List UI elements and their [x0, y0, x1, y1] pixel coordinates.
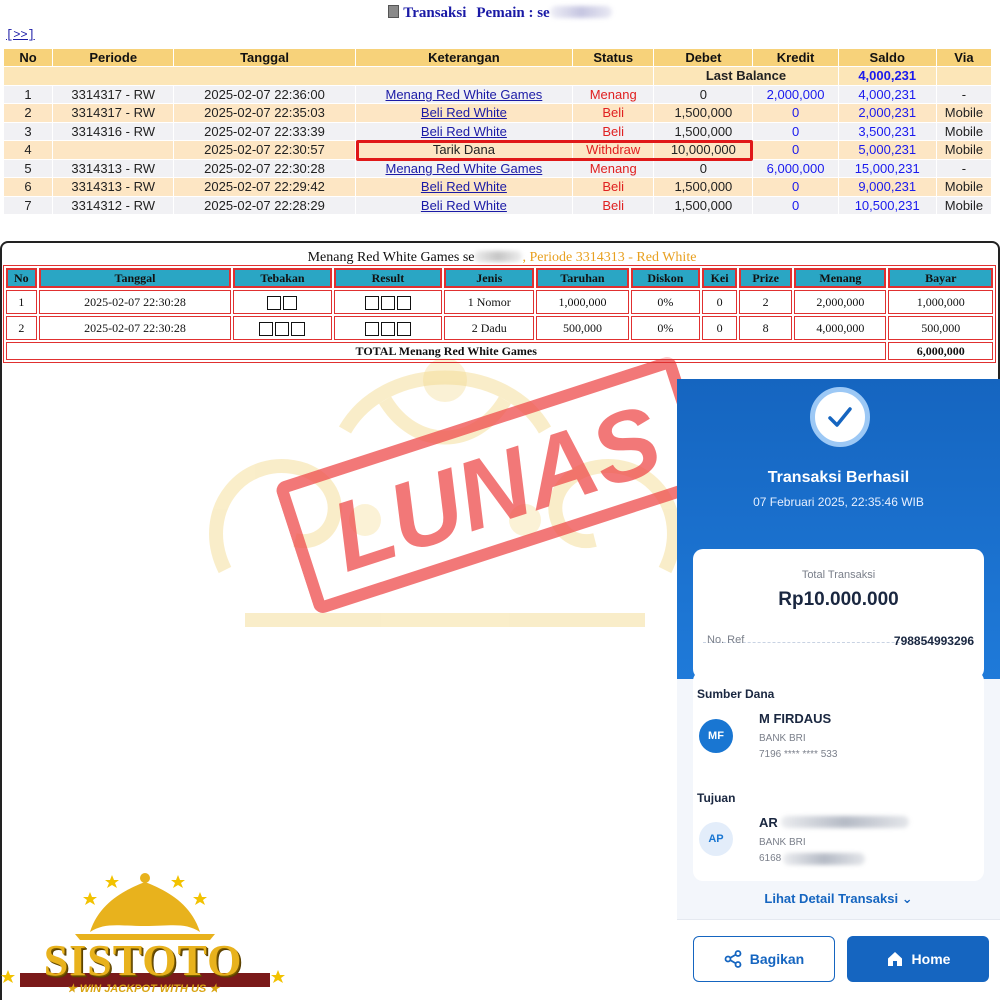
cell-status: Beli [573, 178, 653, 196]
bet-cell-jenis: 2 Dadu [444, 316, 534, 340]
bet-cell-result [334, 316, 443, 340]
bet-cell-menang: 4,000,000 [794, 316, 886, 340]
dice-box-icon [267, 296, 281, 310]
detail-periode: , Periode 3314313 - Red White [522, 250, 697, 265]
bet-cell-jenis: 1 Nomor [444, 290, 534, 314]
page-title [0, 5, 1000, 22]
source-label: Sumber Dana [697, 687, 775, 701]
cell-tanggal: 2025-02-07 22:30:28 [174, 160, 354, 178]
dice-box-icon [365, 296, 379, 310]
last-balance-label: Last Balance [654, 67, 837, 85]
receipt-datetime: 07 Februari 2025, 22:35:46 WIB [753, 495, 924, 509]
last-balance-value: 4,000,231 [839, 67, 936, 85]
col-debet: Debet [654, 49, 752, 66]
cell-status: Withdraw [573, 141, 653, 159]
transaction-row [4, 160, 991, 178]
cell-via: - [937, 86, 991, 104]
cell-kredit: 0 [753, 123, 837, 141]
cell-saldo: 3,500,231 [839, 123, 936, 141]
dice-box-icon [397, 296, 411, 310]
cell-no: 2 [4, 104, 52, 122]
cell-debet: 1,500,000 [654, 178, 752, 196]
page-title-text: Transaksi [403, 5, 467, 21]
last-balance-row [4, 67, 991, 85]
cell-periode: 3314313 - RW [53, 178, 173, 196]
bet-cell-taruhan: 500,000 [536, 316, 628, 340]
cell-status: Beli [573, 123, 653, 141]
destination-name: AR [759, 815, 778, 830]
cell-saldo: 15,000,231 [839, 160, 936, 178]
cell-no: 1 [4, 86, 52, 104]
source-bank: BANK BRI [759, 733, 806, 744]
bet-col-taruhan: Taruhan [536, 268, 628, 288]
dice-box-icon [381, 322, 395, 336]
total-label: Total Transaksi [801, 569, 876, 581]
cell-debet: 1,500,000 [654, 104, 752, 122]
cell-kredit: 0 [753, 178, 837, 196]
share-button[interactable] [693, 936, 835, 982]
cell-tanggal: 2025-02-07 22:36:00 [174, 86, 354, 104]
cell-debet: 1,500,000 [654, 123, 752, 141]
transaction-header-row [4, 49, 991, 66]
dice-box-icon [291, 322, 305, 336]
success-check-icon [810, 387, 870, 447]
cell-keterangan[interactable]: Beli Red White [356, 178, 572, 196]
destination-account: 6168 [759, 853, 782, 864]
cell-periode: 3314312 - RW [53, 197, 173, 215]
bet-col-tebakan: Tebakan [233, 268, 331, 288]
bet-total-label: TOTAL Menang Red White Games [6, 342, 886, 360]
cell-no: 4 [4, 141, 52, 159]
cell-keterangan[interactable]: Beli Red White [356, 123, 572, 141]
cell-saldo: 2,000,231 [839, 104, 936, 122]
cell-status: Menang [573, 160, 653, 178]
cell-via: - [937, 160, 991, 178]
col-keterangan: Keterangan [356, 49, 572, 66]
cell-saldo: 5,000,231 [839, 141, 936, 159]
bet-col-kei: Kei [702, 268, 737, 288]
bet-cell-tebakan [233, 316, 331, 340]
cell-debet: 1,500,000 [654, 197, 752, 215]
cell-via: Mobile [937, 197, 991, 215]
bet-cell-taruhan: 1,000,000 [536, 290, 628, 314]
detail-title-text: Menang Red White Games se [307, 250, 475, 265]
cell-debet: 0 [654, 160, 752, 178]
bet-cell-diskon: 0% [631, 316, 701, 340]
cell-kredit: 0 [753, 104, 837, 122]
source-account: 7196 **** **** 533 [759, 749, 838, 760]
bet-col-diskon: Diskon [631, 268, 701, 288]
dice-box-icon [365, 322, 379, 336]
cell-status: Menang [573, 86, 653, 104]
dice-box-icon [381, 296, 395, 310]
bet-col-menang: Menang [794, 268, 886, 288]
cell-periode: 3314316 - RW [53, 123, 173, 141]
col-kredit: Kredit [753, 49, 837, 66]
receipt-title: Transaksi Berhasil [767, 469, 910, 486]
cell-debet: 0 [654, 86, 752, 104]
cell-no: 5 [4, 160, 52, 178]
detail-title [2, 250, 1000, 266]
blurred-destination-account [783, 853, 865, 865]
share-icon [724, 950, 742, 968]
bet-cell-kei: 0 [702, 290, 737, 314]
dice-box-icon [275, 322, 289, 336]
bet-row [6, 290, 993, 314]
bet-detail-table [3, 265, 996, 363]
destination-bank: BANK BRI [759, 837, 806, 848]
cell-saldo: 10,500,231 [839, 197, 936, 215]
col-periode: Periode [53, 49, 173, 66]
dice-box-icon [283, 296, 297, 310]
blurred-username [550, 6, 612, 18]
bet-header-row [6, 268, 993, 288]
cell-tanggal: 2025-02-07 22:35:03 [174, 104, 354, 122]
lunas-stamp-text: LUNAS [318, 383, 674, 593]
source-name: M FIRDAUS [759, 711, 832, 726]
home-icon [886, 950, 904, 968]
transaction-row [4, 104, 991, 122]
next-page-link[interactable]: [>>] [6, 28, 35, 42]
bet-total-row [6, 342, 993, 360]
cell-kredit: 6,000,000 [753, 160, 837, 178]
cell-tanggal: 2025-02-07 22:29:42 [174, 178, 354, 196]
bet-cell-prize: 2 [739, 290, 792, 314]
col-no: No [4, 49, 52, 66]
cell-via: Mobile [937, 141, 991, 159]
col-status: Status [573, 49, 653, 66]
chevron-down-icon: ⌄ [901, 891, 913, 906]
bet-col-no: No [6, 268, 37, 288]
pemain-label: Pemain : se [476, 5, 550, 21]
cell-saldo: 9,000,231 [839, 178, 936, 196]
bet-cell-diskon: 0% [631, 290, 701, 314]
bet-cell-menang: 2,000,000 [794, 290, 886, 314]
transaction-table [3, 48, 992, 215]
cell-via: Mobile [937, 104, 991, 122]
logo-tagline: ★ WIN JACKPOT WITH US ★ [66, 983, 220, 995]
cell-keterangan[interactable]: Beli Red White [356, 104, 572, 122]
cell-kredit: 0 [753, 141, 837, 159]
cell-periode [53, 141, 173, 159]
cell-keterangan: Tarik Dana [356, 141, 572, 159]
destination-label: Tujuan [697, 791, 736, 805]
cell-no: 3 [4, 123, 52, 141]
view-detail-link-text: Lihat Detail Transaksi [764, 891, 899, 906]
destination-avatar: AP [699, 822, 733, 856]
transaction-amount: Rp10.000.000 [778, 589, 899, 610]
bet-total-value: 6,000,000 [888, 342, 993, 360]
cell-tanggal: 2025-02-07 22:28:29 [174, 197, 354, 215]
document-icon [388, 5, 399, 18]
bank-receipt-screenshot [677, 379, 1000, 1000]
bet-col-jenis: Jenis [444, 268, 534, 288]
cell-kredit: 2,000,000 [753, 86, 837, 104]
cell-status: Beli [573, 197, 653, 215]
amount-card [693, 549, 984, 679]
bet-cell-prize: 8 [739, 316, 792, 340]
bet-cell-bayar: 1,000,000 [888, 290, 993, 314]
cell-tanggal: 2025-02-07 22:33:39 [174, 123, 354, 141]
col-tanggal: Tanggal [174, 49, 354, 66]
bet-cell-kei: 0 [702, 316, 737, 340]
col-saldo: Saldo [839, 49, 936, 66]
bet-cell-no: 2 [6, 316, 37, 340]
blurred-username [474, 251, 522, 262]
dice-box-icon [259, 322, 273, 336]
bet-cell-bayar: 500,000 [888, 316, 993, 340]
transaction-row [4, 197, 991, 215]
home-button[interactable] [847, 936, 989, 982]
cell-keterangan[interactable]: Menang Red White Games [356, 86, 572, 104]
cell-keterangan[interactable]: Beli Red White [356, 197, 572, 215]
cell-saldo: 4,000,231 [839, 86, 936, 104]
view-detail-link[interactable] [677, 891, 1000, 907]
cell-no: 6 [4, 178, 52, 196]
ref-value: 798854993296 [893, 634, 974, 648]
cell-kredit: 0 [753, 197, 837, 215]
cell-keterangan[interactable]: Menang Red White Games [356, 160, 572, 178]
dice-box-icon [397, 322, 411, 336]
bet-cell-no: 1 [6, 290, 37, 314]
cell-tanggal: 2025-02-07 22:30:57 [174, 141, 354, 159]
transaction-row [4, 86, 991, 104]
bet-row [6, 316, 993, 340]
cell-no: 7 [4, 197, 52, 215]
bet-col-bayar: Bayar [888, 268, 993, 288]
col-via: Via [937, 49, 991, 66]
transaction-row [4, 178, 991, 196]
share-button-label: Bagikan [749, 951, 805, 967]
cell-periode: 3314317 - RW [53, 104, 173, 122]
receipt-action-bar [677, 919, 1000, 1000]
blurred-destination-name [781, 816, 909, 828]
source-avatar: MF [699, 719, 733, 753]
home-button-label: Home [911, 951, 951, 967]
parties-card [693, 671, 984, 881]
logo-tagline-text: WIN JACKPOT WITH US [79, 983, 207, 995]
transaction-row [4, 123, 991, 141]
bet-col-prize: Prize [739, 268, 792, 288]
bet-col-result: Result [334, 268, 443, 288]
cell-status: Beli [573, 104, 653, 122]
bet-cell-tebakan [233, 290, 331, 314]
bet-cell-result [334, 290, 443, 314]
bet-cell-tanggal: 2025-02-07 22:30:28 [39, 290, 232, 314]
cell-periode: 3314313 - RW [53, 160, 173, 178]
transaction-row [4, 141, 991, 159]
ref-label: No. Ref [707, 634, 745, 646]
cell-via: Mobile [937, 123, 991, 141]
cell-periode: 3314317 - RW [53, 86, 173, 104]
bet-col-tanggal: Tanggal [39, 268, 232, 288]
cell-via: Mobile [937, 178, 991, 196]
logo-wordmark: SISTOTO [43, 936, 243, 985]
cell-debet: 10,000,000 [654, 141, 752, 159]
bet-cell-tanggal: 2025-02-07 22:30:28 [39, 316, 232, 340]
